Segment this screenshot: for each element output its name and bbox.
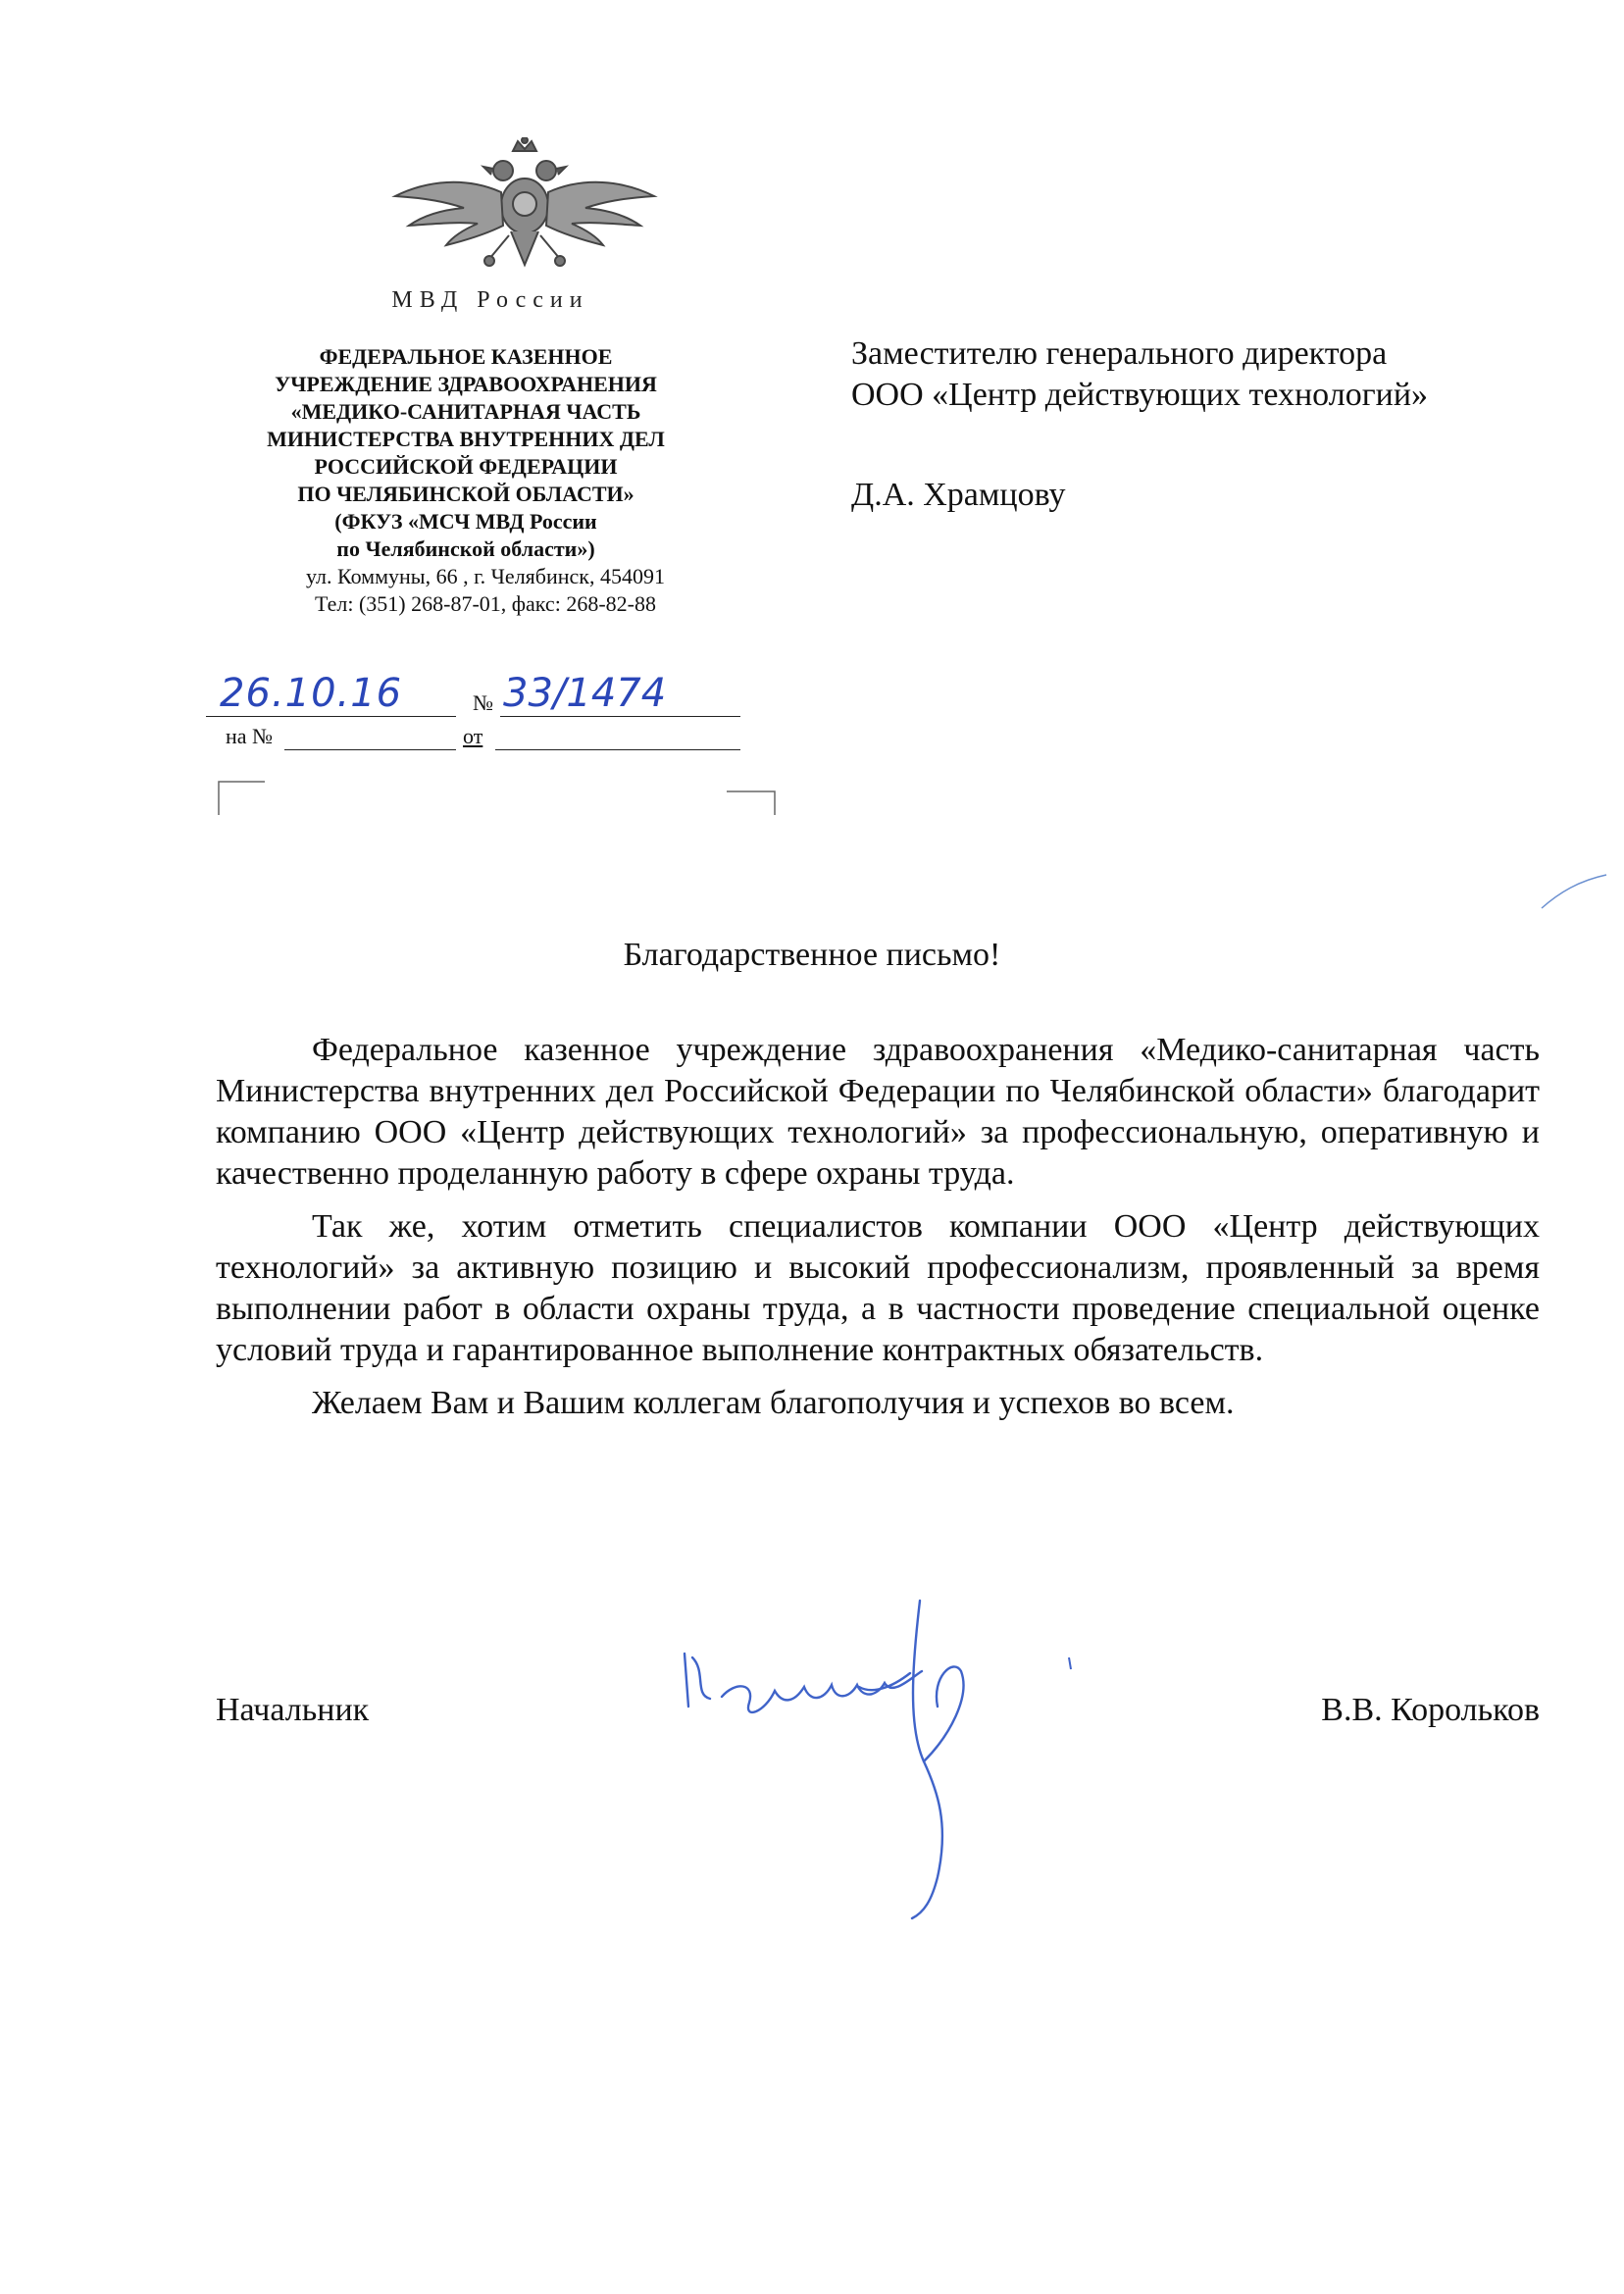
eagle-emblem-icon — [387, 137, 662, 294]
letter-paragraph: Так же, хотим отметить специалистов компании ООО «Центр действующих технологий» за активную позицию и высокий профессионализм, проявленный за время выполнении работ в области охраны труда, а в частности проведение специальной оценке условий труда и гарантированное выполнение контрактных обязательств. — [216, 1208, 1540, 1368]
emblem-caption: МВД России — [391, 287, 589, 313]
letter-title: Благодарственное письмо! — [623, 937, 1001, 973]
organization-block — [196, 343, 736, 618]
date-line — [206, 716, 456, 717]
outgoing-number: 33/1474 — [503, 671, 667, 716]
number-line — [500, 716, 740, 717]
org-address: ул. Коммуны, 66 , г. Челябинск, 454091 — [306, 564, 665, 588]
pen-stroke-icon — [1540, 873, 1608, 912]
org-short-name: по Челябинской области») — [336, 536, 595, 561]
signer-position: Начальник — [216, 1692, 370, 1728]
signer-name: В.В. Корольков — [1321, 1692, 1540, 1728]
ref-number-line — [284, 749, 456, 750]
letter-paragraph: Желаем Вам и Вашим коллегам благополучия и успехов во всем. — [312, 1385, 1235, 1421]
org-name-line: МИНИСТЕРСТВА ВНУТРЕННИХ ДЕЛ — [267, 427, 665, 451]
recipient-name: Д.А. Храмцову — [851, 477, 1066, 513]
ref-date-line — [495, 749, 740, 750]
registration-fields — [206, 671, 755, 765]
org-name-line: УЧРЕЖДЕНИЕ ЗДРАВООХРАНЕНИЯ — [275, 372, 657, 396]
number-label: № — [473, 690, 493, 715]
org-short-name: (ФКУЗ «МСЧ МВД России — [334, 509, 597, 534]
org-name-line: ПО ЧЕЛЯБИНСКОЙ ОБЛАСТИ» — [297, 482, 634, 506]
handwritten-signature-icon — [667, 1589, 1079, 1922]
org-name-line: ФЕДЕРАЛЬНОЕ КАЗЕННОЕ — [319, 344, 613, 369]
recipient-company: ООО «Центр действующих технологий» — [851, 377, 1429, 413]
org-name-line: «МЕДИКО-САНИТАРНАЯ ЧАСТЬ — [290, 399, 641, 424]
org-name-line: РОССИЙСКОЙ ФЕДЕРАЦИИ — [314, 454, 618, 479]
ref-date-label: от — [463, 724, 483, 748]
ref-number-label: на № — [226, 724, 274, 748]
corner-mark — [726, 790, 777, 816]
letter-body — [216, 1030, 1540, 1436]
outgoing-date: 26.10.16 — [220, 671, 403, 716]
corner-mark — [218, 781, 267, 816]
recipient-block — [851, 333, 1597, 516]
org-phone: Тел: (351) 268-87-01, факс: 268-82-88 — [315, 591, 656, 616]
letter-paragraph: Федеральное казенное учреждение здравоохранения «Медико-санитарная часть Министерства внутренних дел Российской Федерации по Челябинской области» благодарит компанию ООО «Центр действующих технологий» за профессиональную, оперативную и качественно проделанную работу в сфере охраны труда. — [216, 1032, 1540, 1192]
recipient-position: Заместителю генерального директора — [851, 335, 1388, 372]
